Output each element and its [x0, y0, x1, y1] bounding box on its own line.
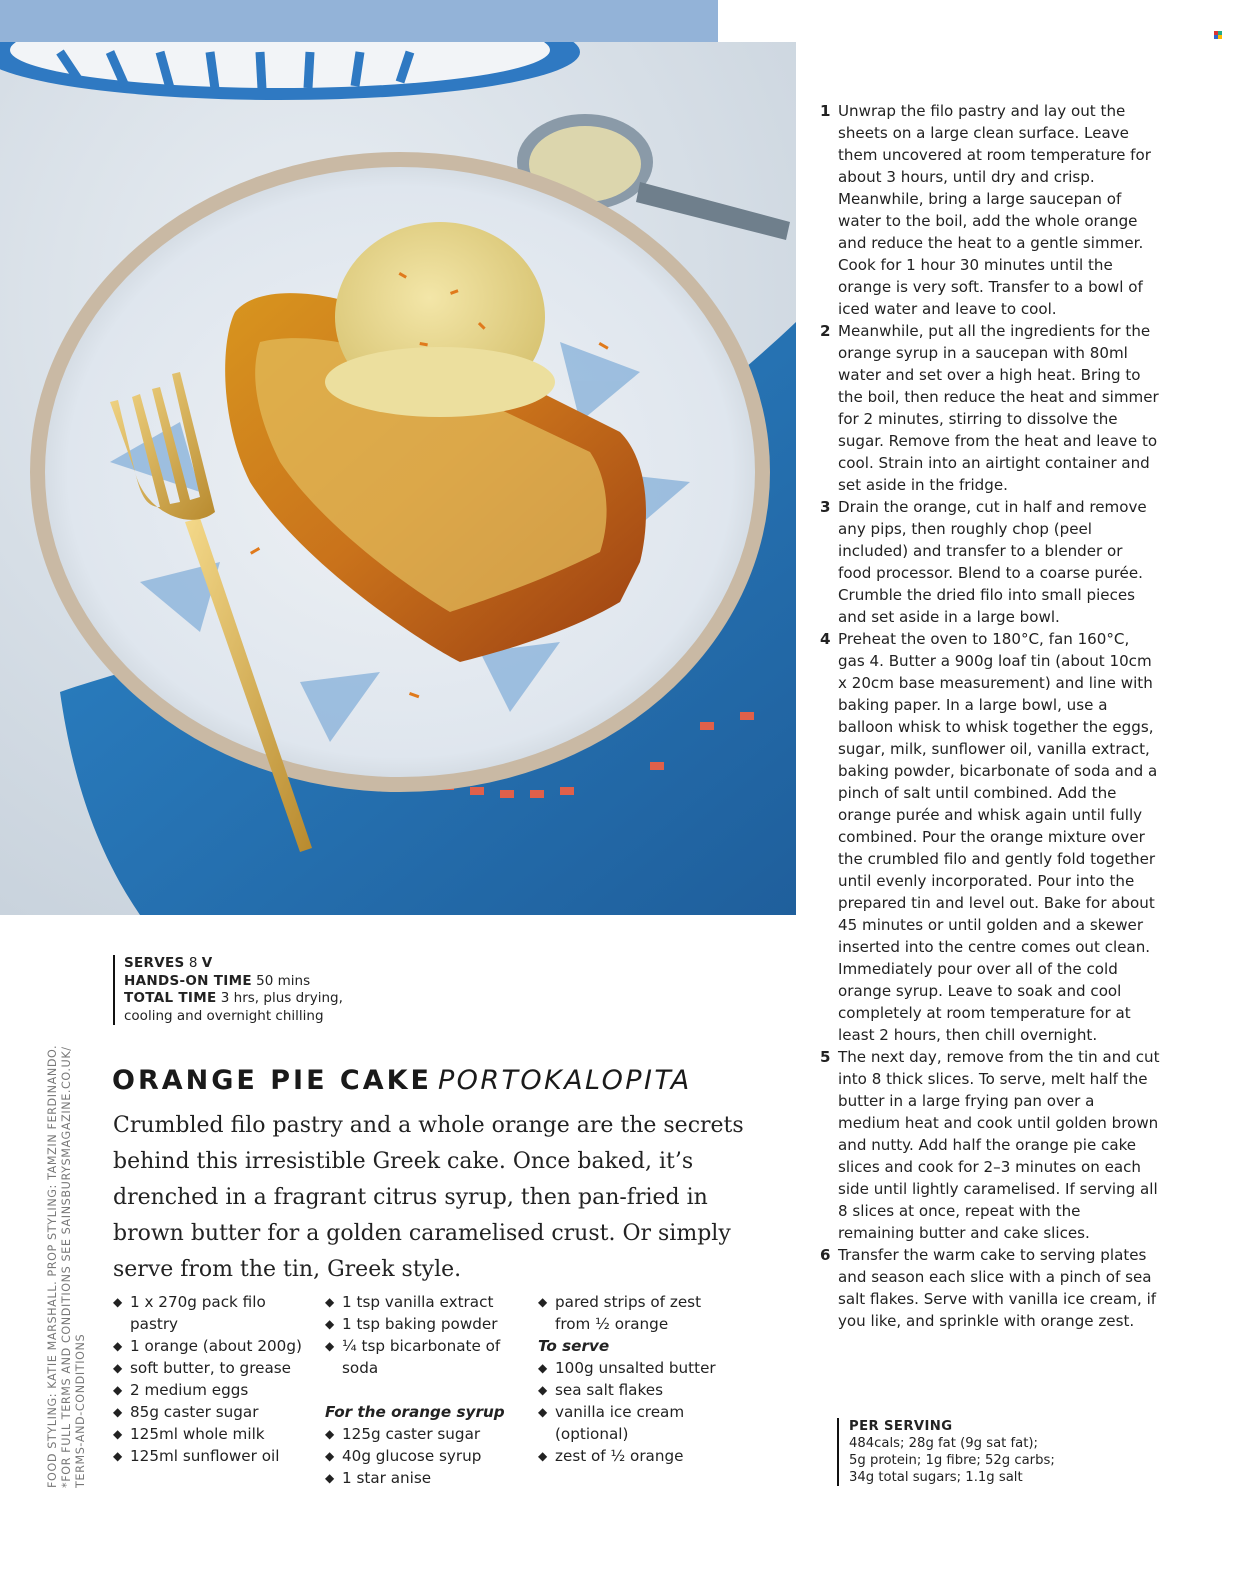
brand-mark-icon [1214, 31, 1222, 39]
ingredient-item: ◆ 1 x 270g pack filo pastry [113, 1291, 308, 1335]
nutrition-box [837, 1418, 1109, 1486]
hands-on-label: HANDS-ON TIME [124, 972, 252, 989]
method-step-5 [820, 1046, 1160, 1244]
step-number: 6 [820, 1246, 831, 1264]
ingredients-column-2 [325, 1291, 530, 1489]
recipe-meta [113, 955, 343, 1025]
nutrition-line-3: 34g total sugars; 1.1g salt [849, 1470, 1023, 1485]
ingredient-item: ◆ pared strips of zest from ½ orange [538, 1291, 723, 1335]
vegetarian-tag: V [201, 955, 213, 971]
recipe-title [112, 1063, 692, 1099]
total-time-value: 3 hrs, plus drying, [220, 990, 343, 1006]
method-step-3 [820, 496, 1160, 628]
step-number: 3 [820, 498, 831, 516]
recipe-title-greek: PORTOKALOPITA [438, 1065, 692, 1096]
ingredient-item: ◆ 125ml sunflower oil [113, 1445, 308, 1467]
total-time-label: TOTAL TIME [124, 990, 217, 1006]
syrup-subheading: For the orange syrup [325, 1403, 505, 1421]
ingredient-item: ◆ 1 star anise [325, 1467, 530, 1489]
ingredient-item: ◆ sea salt flakes [538, 1379, 723, 1401]
ingredient-item: ◆ zest of ½ orange [538, 1445, 723, 1467]
ingredient-item: ◆ soft butter, to grease [113, 1357, 308, 1379]
ingredient-item: ◆ 100g unsalted butter [538, 1357, 723, 1379]
top-color-bar [0, 0, 718, 42]
recipe-intro: Crumbled filo pastry and a whole orange are the secrets behind this irresistible Greek cake. Once baked, it’s drenched in a fragrant citrus syrup, then pan-fried in brown butter for a golden caramelised crust. Or simply serve from the tin, Greek style. [113, 1113, 744, 1282]
serves-value: 8 [188, 955, 198, 971]
step-number: 5 [820, 1048, 831, 1066]
method-step-2 [820, 320, 1160, 496]
method-step-1 [820, 100, 1160, 320]
ingredient-item: ◆ 1 orange (about 200g) [113, 1335, 308, 1357]
step-text: The next day, remove from the tin and cut into 8 thick slices. To serve, melt half the butter in a large frying pan over a medium heat and cook until golden brown and nutty. Add half the orange pie cake slices and cook for 2–3 minutes on each side until lightly caramelised. If serving all 8 slices at once, repeat with the remaining butter and cake slices. [838, 1048, 1160, 1242]
nutrition-heading: PER SERVING [849, 1419, 953, 1434]
recipe-title-main: ORANGE PIE CAKE [112, 1065, 432, 1096]
method-step-4 [820, 628, 1160, 1046]
hands-on-value: 50 mins [256, 972, 311, 989]
to-serve-subheading: To serve [538, 1337, 610, 1355]
step-text: Unwrap the filo pastry and lay out the sheets on a large clean surface. Leave them uncovered at room temperature for about 3 hours, until dry and crisp. Meanwhile, bring a large saucepan of water to the boil, add the whole orange and reduce the heat to a gentle simmer. Cook for 1 hour 30 minutes until the orange is very soft. Transfer to a bowl of iced water and leave to cool. [838, 102, 1151, 318]
ingredients-column-3 [538, 1291, 723, 1467]
ingredient-item: ◆ ¼ tsp bicarbonate of soda [325, 1335, 530, 1379]
recipe-photo [0, 42, 796, 915]
step-number: 1 [820, 102, 831, 120]
step-text: Transfer the warm cake to serving plates and season each slice with a pinch of sea salt flakes. Serve with vanilla ice cream, if you like, and sprinkle with orange zest. [838, 1246, 1157, 1330]
ingredient-item: ◆ 125g caster sugar [325, 1423, 530, 1445]
ingredient-item: ◆ 125ml whole milk [113, 1423, 308, 1445]
credit-line-1: FOOD STYLING: KATIE MARSHALL. PROP STYLING: TAMZIN FERDINANDO. [46, 1044, 59, 1488]
credit-line-2: *FOR FULL TERMS AND CONDITIONS SEE SAINSBURYSMAGAZINE.CO.UK/ [60, 1046, 73, 1488]
step-text: Drain the orange, cut in half and remove any pips, then roughly chop (peel included) and transfer to a blender or food processor. Blend to a coarse purée. Crumble the dried filo into small pieces and set aside in a large bowl. [838, 498, 1147, 626]
ingredient-item: ◆ 40g glucose syrup [325, 1445, 530, 1467]
ingredient-item: ◆ 1 tsp vanilla extract [325, 1291, 530, 1313]
ingredient-item: ◆ 1 tsp baking powder [325, 1313, 530, 1335]
step-number: 2 [820, 322, 831, 340]
serves-label: SERVES [124, 955, 185, 971]
ingredients-column-1 [113, 1291, 308, 1467]
photo-credit [46, 1008, 88, 1488]
credit-line-3: TERMS-AND-CONDITIONS [74, 1333, 87, 1488]
step-number: 4 [820, 630, 831, 648]
method-step-6 [820, 1244, 1160, 1332]
step-text: Meanwhile, put all the ingredients for the orange syrup in a saucepan with 80ml water and set over a high heat. Bring to the boil, then reduce the heat and simmer for 2 minutes, stirring to dissolve the sugar. Remove from the heat and leave to cool. Strain into an airtight container and set aside in the fridge. [838, 322, 1159, 494]
nutrition-line-1: 484cals; 28g fat (9g sat fat); [849, 1436, 1038, 1451]
step-text: Preheat the oven to 180°C, fan 160°C, gas 4. Butter a 900g loaf tin (about 10cm x 20cm base measurement) and line with baking paper. In a large bowl, use a balloon whisk to whisk together the eggs, sugar, milk, sunflower oil, vanilla extract, baking powder, bicarbonate of soda and a pinch of salt until combined. Add the orange purée and whisk again until fully combined. Pour the orange mixture over the crumbled filo and gently fold together until evenly incorporated. Pour into the prepared tin and level out. Bake for about 45 minutes or until golden and a skewer inserted into the centre comes out clean. Immediately pour over all of the cold orange syrup. Leave to soak and cool completely at room temperature for at least 2 hours, then chill overnight. [838, 630, 1158, 1044]
total-time-value-continued: cooling and overnight chilling [124, 1007, 324, 1024]
nutrition-line-2: 5g protein; 1g fibre; 52g carbs; [849, 1453, 1055, 1468]
ingredient-item: ◆ vanilla ice cream (optional) [538, 1401, 723, 1445]
method-steps [820, 100, 1160, 1332]
ingredient-item: ◆ 85g caster sugar [113, 1401, 308, 1423]
ingredient-item: ◆ 2 medium eggs [113, 1379, 308, 1401]
